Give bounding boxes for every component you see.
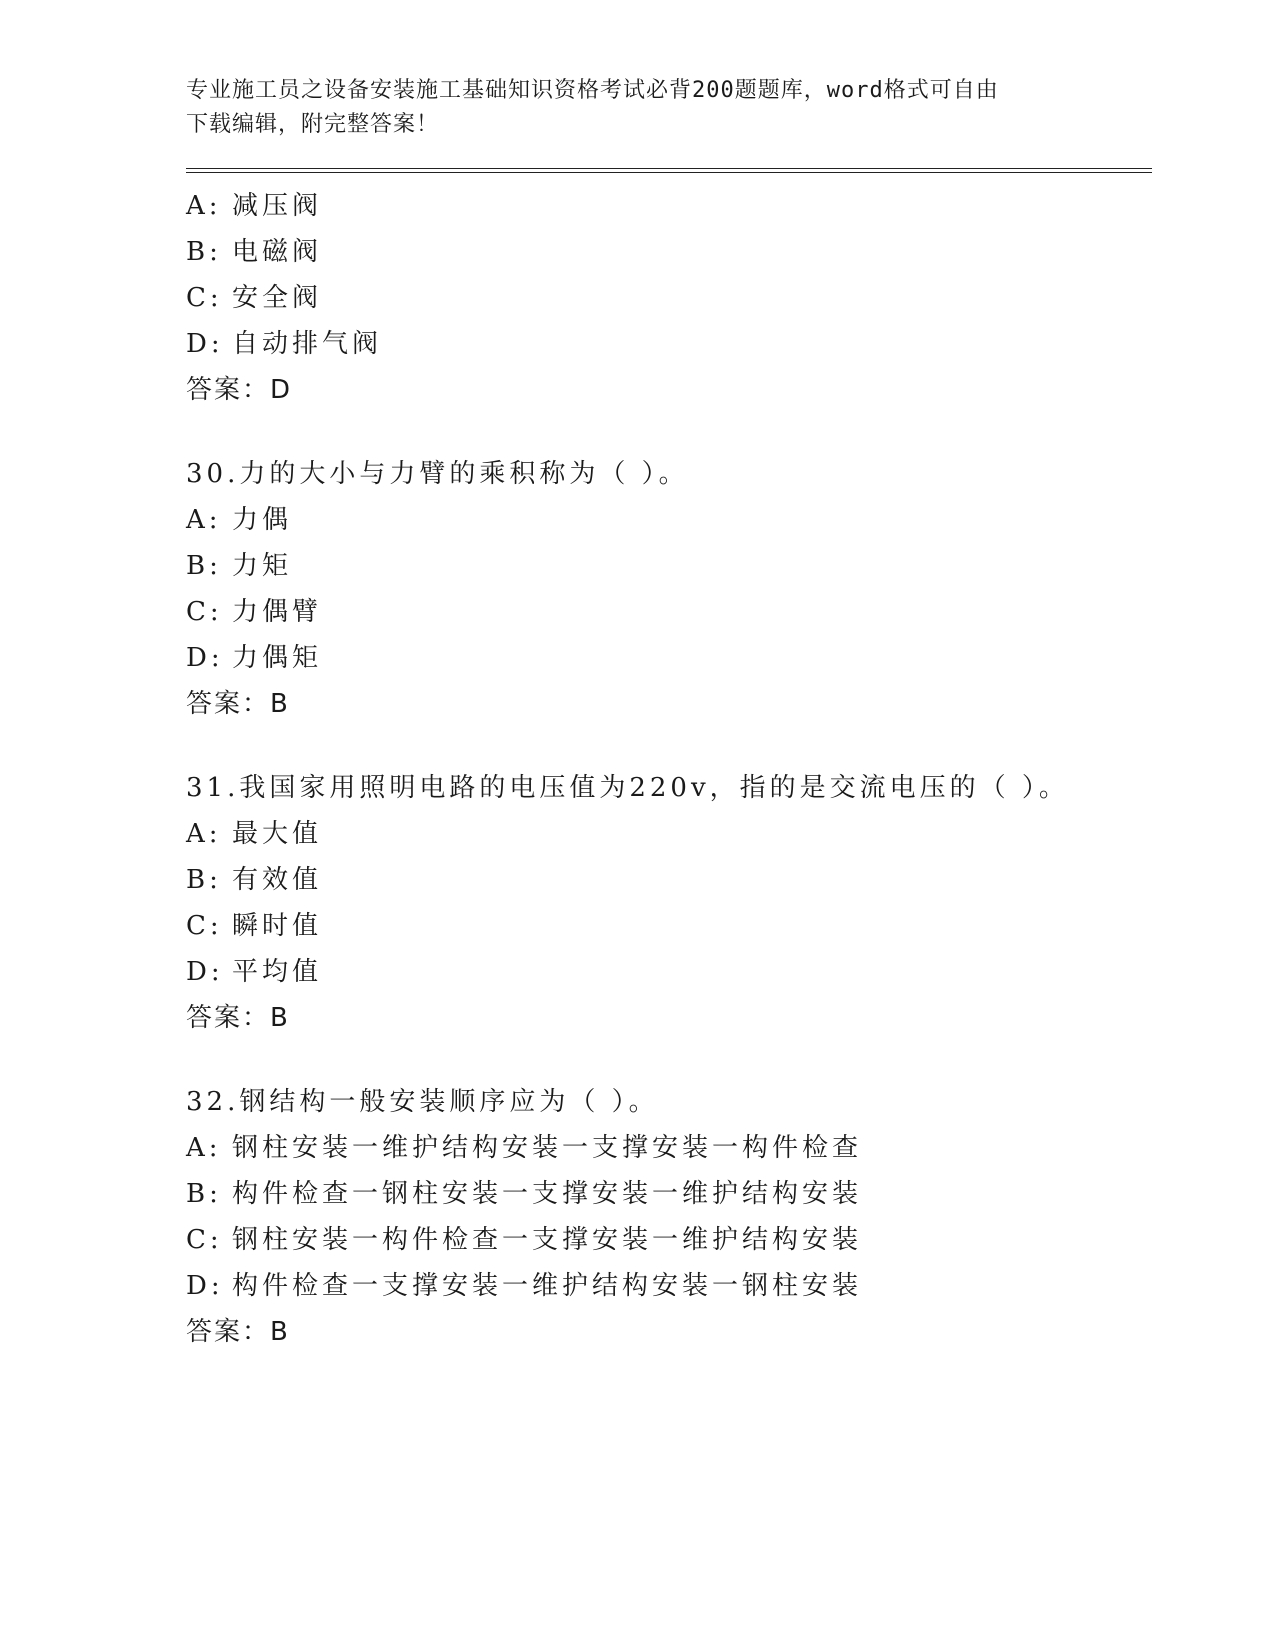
option-a [186,811,1146,857]
option-d [186,1263,1146,1309]
option-letter: D: [186,957,224,987]
document-page [186,74,1146,1393]
option-letter: C: [186,911,223,941]
question-list [186,183,1146,1355]
answer-line: 答案：B [186,1003,290,1033]
option-text: 减压阀 [232,191,323,221]
option-letter: A: [186,191,222,221]
option-letter: A: [186,505,222,535]
option-text: 有效值 [232,865,323,895]
option-text: 自动排气阀 [232,329,383,359]
option-d [186,635,1146,681]
option-text: 构件检查一支撑安装一维护结构安装一钢柱安装 [232,1271,863,1301]
option-letter: D: [186,643,224,673]
option-text: 电磁阀 [232,237,323,267]
option-letter: A: [186,819,222,849]
question-31 [186,765,1146,1041]
option-text: 力矩 [232,551,293,581]
option-c [186,589,1146,635]
option-letter: D: [186,329,224,359]
option-b [186,229,1146,275]
header-line-1: 专业施工员之设备安装施工基础知识资格考试必背200题题库，word格式可自由 [186,78,999,103]
question-title: 32.钢结构一般安装顺序应为（ ）。 [186,1087,659,1117]
option-b [186,857,1146,903]
option-letter: B: [186,551,222,581]
question-32 [186,1079,1146,1355]
option-text: 平均值 [232,957,323,987]
header-line-2: 下载编辑，附完整答案！ [186,112,440,137]
option-text: 最大值 [232,819,323,849]
option-d [186,321,1146,367]
question-title: 30.力的大小与力臂的乘积称为（ ）。 [186,459,689,489]
answer-line: 答案：B [186,1317,290,1347]
option-letter: B: [186,237,222,267]
option-c [186,903,1146,949]
option-a [186,183,1146,229]
option-text: 安全阀 [232,283,323,313]
option-text: 力偶臂 [232,597,323,627]
option-text: 钢柱安装一构件检查一支撑安装一维护结构安装 [232,1225,863,1255]
option-text: 力偶矩 [232,643,323,673]
option-letter: B: [186,1179,222,1209]
option-b [186,1171,1146,1217]
option-text: 力偶 [232,505,293,535]
question-30 [186,451,1146,727]
option-text: 钢柱安装一维护结构安装一支撑安装一构件检查 [232,1133,863,1163]
header-double-rule [186,168,1152,173]
option-a [186,497,1146,543]
question-29 [186,183,1146,413]
option-text: 构件检查一钢柱安装一支撑安装一维护结构安装 [232,1179,863,1209]
option-letter: C: [186,283,223,313]
option-d [186,949,1146,995]
option-b [186,543,1146,589]
answer-line: 答案：D [186,375,293,405]
option-letter: C: [186,1225,223,1255]
option-letter: C: [186,597,223,627]
option-letter: D: [186,1271,224,1301]
answer-line: 答案：B [186,689,290,719]
document-header [186,74,1146,142]
option-letter: B: [186,865,222,895]
option-c [186,275,1146,321]
option-c [186,1217,1146,1263]
question-title: 31.我国家用照明电路的电压值为220v，指的是交流电压的（ ）。 [186,773,1069,803]
option-text: 瞬时值 [232,911,323,941]
option-letter: A: [186,1133,222,1163]
option-a [186,1125,1146,1171]
